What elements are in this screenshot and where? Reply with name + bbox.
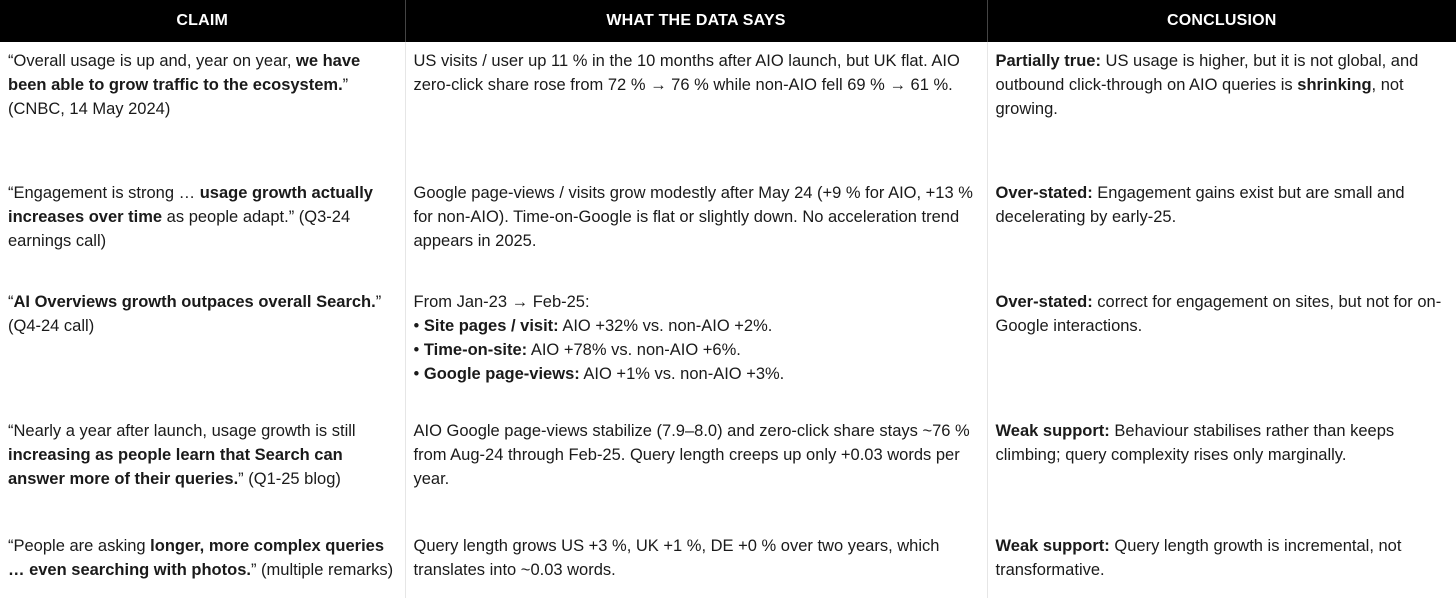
claim-emphasis: we have been able to grow traffic to the ecosystem.: [8, 52, 361, 94]
data-bullet-list: [414, 314, 979, 386]
claim-source: ” (CNBC, 14 May 2024): [8, 76, 349, 118]
bullet-label: Google page-views:: [423, 365, 580, 383]
conclusion-emphasis: shrinking: [1297, 76, 1372, 94]
list-item: [414, 314, 979, 338]
conclusion-cell: [987, 283, 1456, 412]
data-cell: [405, 174, 987, 283]
data-cell: [405, 42, 987, 174]
header-claim: CLAIM: [0, 0, 405, 42]
data-text: AIO Google page-views stabilize (7.9–8.0) and zero-click share stays ~76 % from Aug-24 through Feb-25. Query length creeps up only +0.03 words per year.: [413, 422, 970, 488]
data-text: US visits / user up 11 % in the 10 months after AIO launch, but UK flat. AIO zero-click share rose from 72 % → 76 % while non-AIO fell 69 % → 61 %.: [413, 52, 960, 94]
table-row: [0, 283, 1456, 412]
claim-source: ” (Q4-24 call): [8, 293, 382, 335]
header-row: [0, 0, 1456, 42]
conclusion-label: Partially true:: [995, 52, 1101, 70]
list-item: [414, 338, 979, 362]
claim-emphasis: increasing as people learn that Search can answer more of their queries.: [8, 446, 343, 488]
bullet-label: Site pages / visit:: [423, 317, 559, 335]
claim-text: “Engagement is strong …: [8, 184, 200, 202]
table-header: [0, 0, 1456, 42]
claim-text: “Nearly a year after launch, usage growth is still: [8, 422, 356, 440]
bullet-text: AIO +32% vs. non-AIO +2%.: [558, 317, 773, 335]
conclusion-text: US usage is higher, but it is not global, and outbound click-through on AIO queries is: [995, 52, 1419, 94]
data-text: Query length grows US +3 %, UK +1 %, DE +0 % over two years, which translates into ~0.03 words.: [413, 537, 940, 579]
claim-cell: [0, 527, 405, 598]
bullet-text: AIO +78% vs. non-AIO +6%.: [527, 341, 741, 359]
conclusion-cell: [987, 174, 1456, 283]
table-row: [0, 527, 1456, 598]
claim-cell: [0, 283, 405, 412]
conclusion-text: Behaviour stabilises rather than keeps climbing; query complexity rises only marginally.: [995, 422, 1395, 464]
conclusion-text: Engagement gains exist but are small and decelerating by early-25.: [995, 184, 1405, 226]
claim-text: “People are asking: [8, 537, 151, 555]
table-row: [0, 174, 1456, 283]
data-text: Google page-views / visits grow modestly after May 24 (+9 % for AIO, +13 % for non-AIO). Time-on-Google is flat or slightly down. No acceleration trend appears in 2025.: [413, 184, 973, 250]
claim-emphasis: longer, more complex queries … even searching with photos.: [8, 537, 384, 579]
data-intro: From Jan-23 → Feb-25:: [413, 293, 590, 311]
bullet-text: AIO +1% vs. non-AIO +3%.: [579, 365, 785, 383]
claim-source: as people adapt.” (Q3-24 earnings call): [8, 208, 351, 250]
conclusion-cell: [987, 42, 1456, 174]
conclusion-label: Over-stated:: [995, 293, 1093, 311]
claim-cell: [0, 42, 405, 174]
claim-emphasis: usage growth actually increases over time: [8, 184, 373, 226]
conclusion-label: Weak support:: [995, 422, 1110, 440]
claim-cell: [0, 174, 405, 283]
claim-source: ” (Q1-25 blog): [238, 470, 341, 488]
conclusion-label: Over-stated:: [995, 184, 1093, 202]
claim-emphasis: AI Overviews growth outpaces overall Search.: [13, 293, 376, 311]
conclusion-cell: [987, 527, 1456, 598]
list-item: [414, 362, 979, 386]
data-cell: [405, 283, 987, 412]
bullet-label: Time-on-site:: [423, 341, 528, 359]
header-data: WHAT THE DATA SAYS: [405, 0, 987, 42]
table-body: [0, 42, 1456, 598]
claim-cell: [0, 412, 405, 527]
conclusion-label: Weak support:: [995, 537, 1110, 555]
conclusion-text: correct for engagement on sites, but not for on-Google interactions.: [995, 293, 1442, 335]
data-cell: [405, 527, 987, 598]
conclusion-text-end: , not growing.: [995, 76, 1404, 118]
conclusion-text: Query length growth is incremental, not transformative.: [995, 537, 1402, 579]
claim-text: “Overall usage is up and, year on year,: [8, 52, 296, 70]
table-row: [0, 42, 1456, 174]
table-row: [0, 412, 1456, 527]
data-cell: [405, 412, 987, 527]
claim-text: “: [8, 293, 14, 311]
header-conclusion: CONCLUSION: [987, 0, 1456, 42]
conclusion-cell: [987, 412, 1456, 527]
claim-source: ” (multiple remarks): [250, 561, 394, 579]
